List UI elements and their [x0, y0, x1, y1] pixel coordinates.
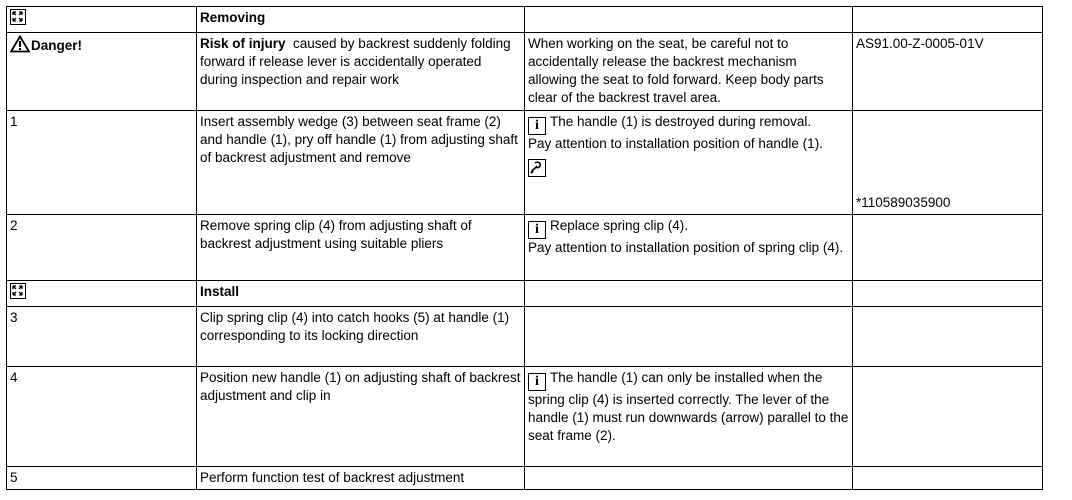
info-icon: i: [528, 221, 546, 239]
step-number: 3: [7, 307, 197, 367]
table-row: [7, 467, 1043, 490]
section-row-removing: [7, 7, 1043, 33]
table-row: [7, 307, 1043, 367]
tool-number: *110589035900: [856, 195, 951, 210]
section-title-install: Install: [197, 281, 525, 307]
danger-reference: AS91.00-Z-0005-01V: [853, 33, 1043, 111]
step-number: 1: [7, 111, 197, 215]
risk-description: caused by backrest suddenly folding forward if release lever is accidentally operated during inspection and repair work: [200, 36, 515, 87]
section-title-removing: Removing: [197, 7, 525, 33]
section-row-install: [7, 281, 1043, 307]
info-icon: i: [528, 373, 546, 391]
step-text: Perform function test of backrest adjustment: [197, 467, 525, 490]
warning-triangle-icon: [10, 35, 30, 58]
step-number: 2: [7, 215, 197, 281]
info-icon: i: [528, 117, 546, 135]
step-text: Insert assembly wedge (3) between seat frame (2) and handle (1), pry off handle (1) from adjusting shaft of backrest adjustment and remove: [197, 111, 525, 215]
step-number: 4: [7, 367, 197, 467]
step-note: Replace spring clip (4).: [550, 218, 689, 233]
danger-label: Danger!: [31, 38, 83, 53]
step-text: Clip spring clip (4) into catch hooks (5) at handle (1) corresponding to its locking direction: [197, 307, 525, 367]
table-row: [7, 215, 1043, 281]
expand-arrows-icon: [10, 283, 26, 299]
step-text: Position new handle (1) on adjusting shaft of backrest adjustment and clip in: [197, 367, 525, 467]
step-text: Remove spring clip (4) from adjusting shaft of backrest adjustment using suitable pliers: [197, 215, 525, 281]
table-row: [7, 367, 1043, 467]
procedure-table: [6, 6, 1043, 490]
step-number: 5: [7, 467, 197, 490]
table-row: [7, 111, 1043, 215]
step-note: The handle (1) is destroyed during removal.: [550, 114, 812, 129]
expand-arrows-icon: [10, 9, 26, 25]
danger-measure: When working on the seat, be careful not to accidentally release the backrest mechanism allowing the seat to fold forward. Keep body parts clear of the backrest travel area.: [525, 33, 853, 111]
step-note: The handle (1) can only be installed when the spring clip (4) is inserted correctly. The lever of the handle (1) must run downwards (arrow) parallel to the seat frame (2).: [528, 370, 849, 443]
step-note-extra: Pay attention to installation position of spring clip (4).: [528, 240, 844, 255]
risk-title: Risk of injury: [200, 36, 286, 51]
danger-row: [7, 33, 1043, 111]
special-tool-icon: [528, 159, 546, 177]
step-note-extra: Pay attention to installation position of handle (1).: [528, 136, 823, 151]
